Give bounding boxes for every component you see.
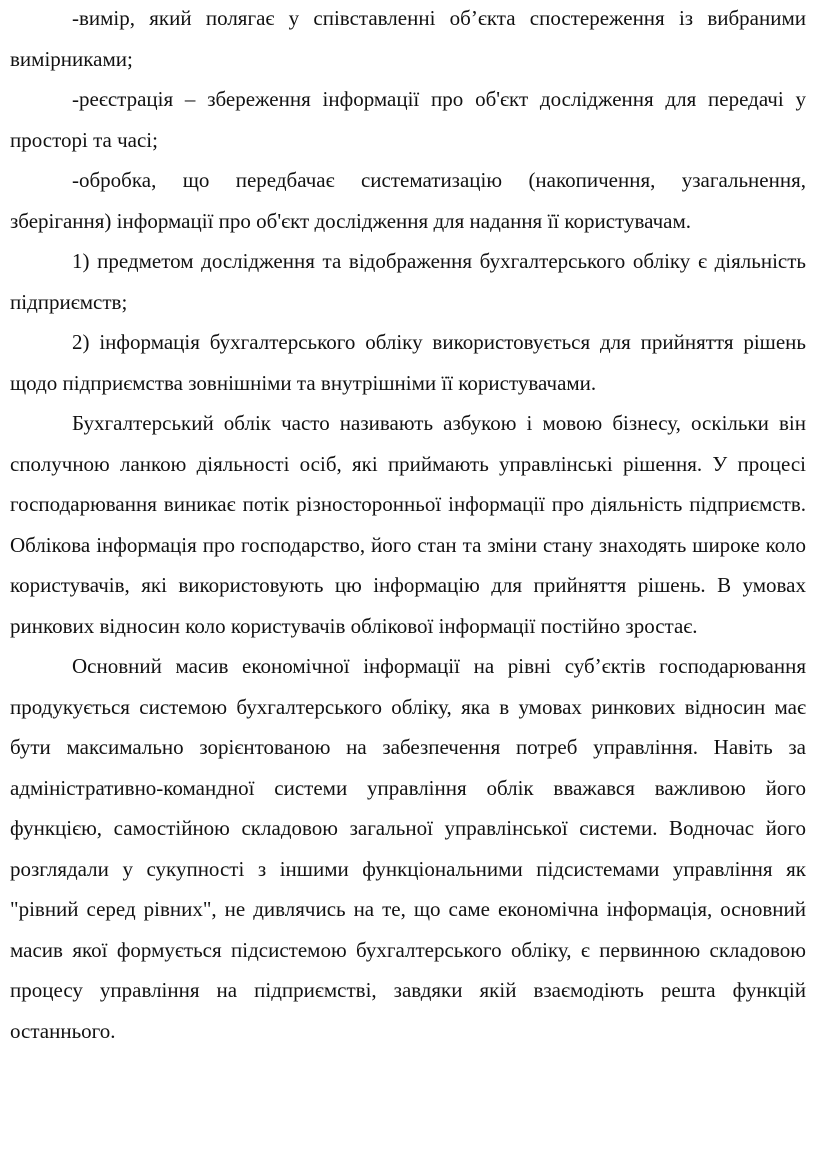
numbered-item-2: 2) інформація бухгалтерського обліку використовується для прийняття рішень щодо підприємства зовнішніми та внутрішніми її користувачами.	[10, 330, 806, 395]
list-item-measurement: -вимір, який полягає у співставленні об’єкта спостереження із вибраними вимірниками;	[10, 6, 806, 71]
body-paragraph-accounting-language: Бухгалтерський облік часто називають азбукою і мовою бізнесу, оскільки він сполучною ланкою діяльності осіб, які приймають управлінські рішення. У процесі господарювання виникає потік різносторонньої інформації про діяльність підприємств. Облікова інформація про господарство, його стан та зміни стану знаходять широке коло користувачів, які використовують цю інформацію для прийняття рішень. В умовах ринкових відносин коло користувачів облікової інформації постійно зростає.	[10, 411, 806, 638]
list-item-processing: -обробка, що передбачає систематизацію (накопичення, узагальнення, зберігання) інформації про об'єкт дослідження для надання її користувачам.	[10, 168, 806, 233]
numbered-item-1: 1) предметом дослідження та відображення бухгалтерського обліку є діяльність підприємств;	[10, 249, 806, 314]
body-paragraph-economic-information: Основний масив економічної інформації на рівні суб’єктів господарювання продукується системою бухгалтерського обліку, яка в умовах ринкових відносин має бути максимально зорієнтованою на забезпечення потреб управління. Навіть за адміністративно-командної системи управління облік вважався важливою його функцією, самостійною складовою загальної управлінської системи. Водночас його розглядали у сукупності з іншими функціональними підсистемами управління як "рівний серед рівних", не дивлячись на те, що саме економічна інформація, основний масив якої формується підсистемою бухгалтерського обліку, є первинною складовою процесу управління на підприємстві, завдяки якій взаємодіють решта функцій останнього.	[10, 654, 806, 1043]
list-item-registration: -реєстрація – збереження інформації про об'єкт дослідження для передачі у просторі та часі;	[10, 87, 806, 152]
